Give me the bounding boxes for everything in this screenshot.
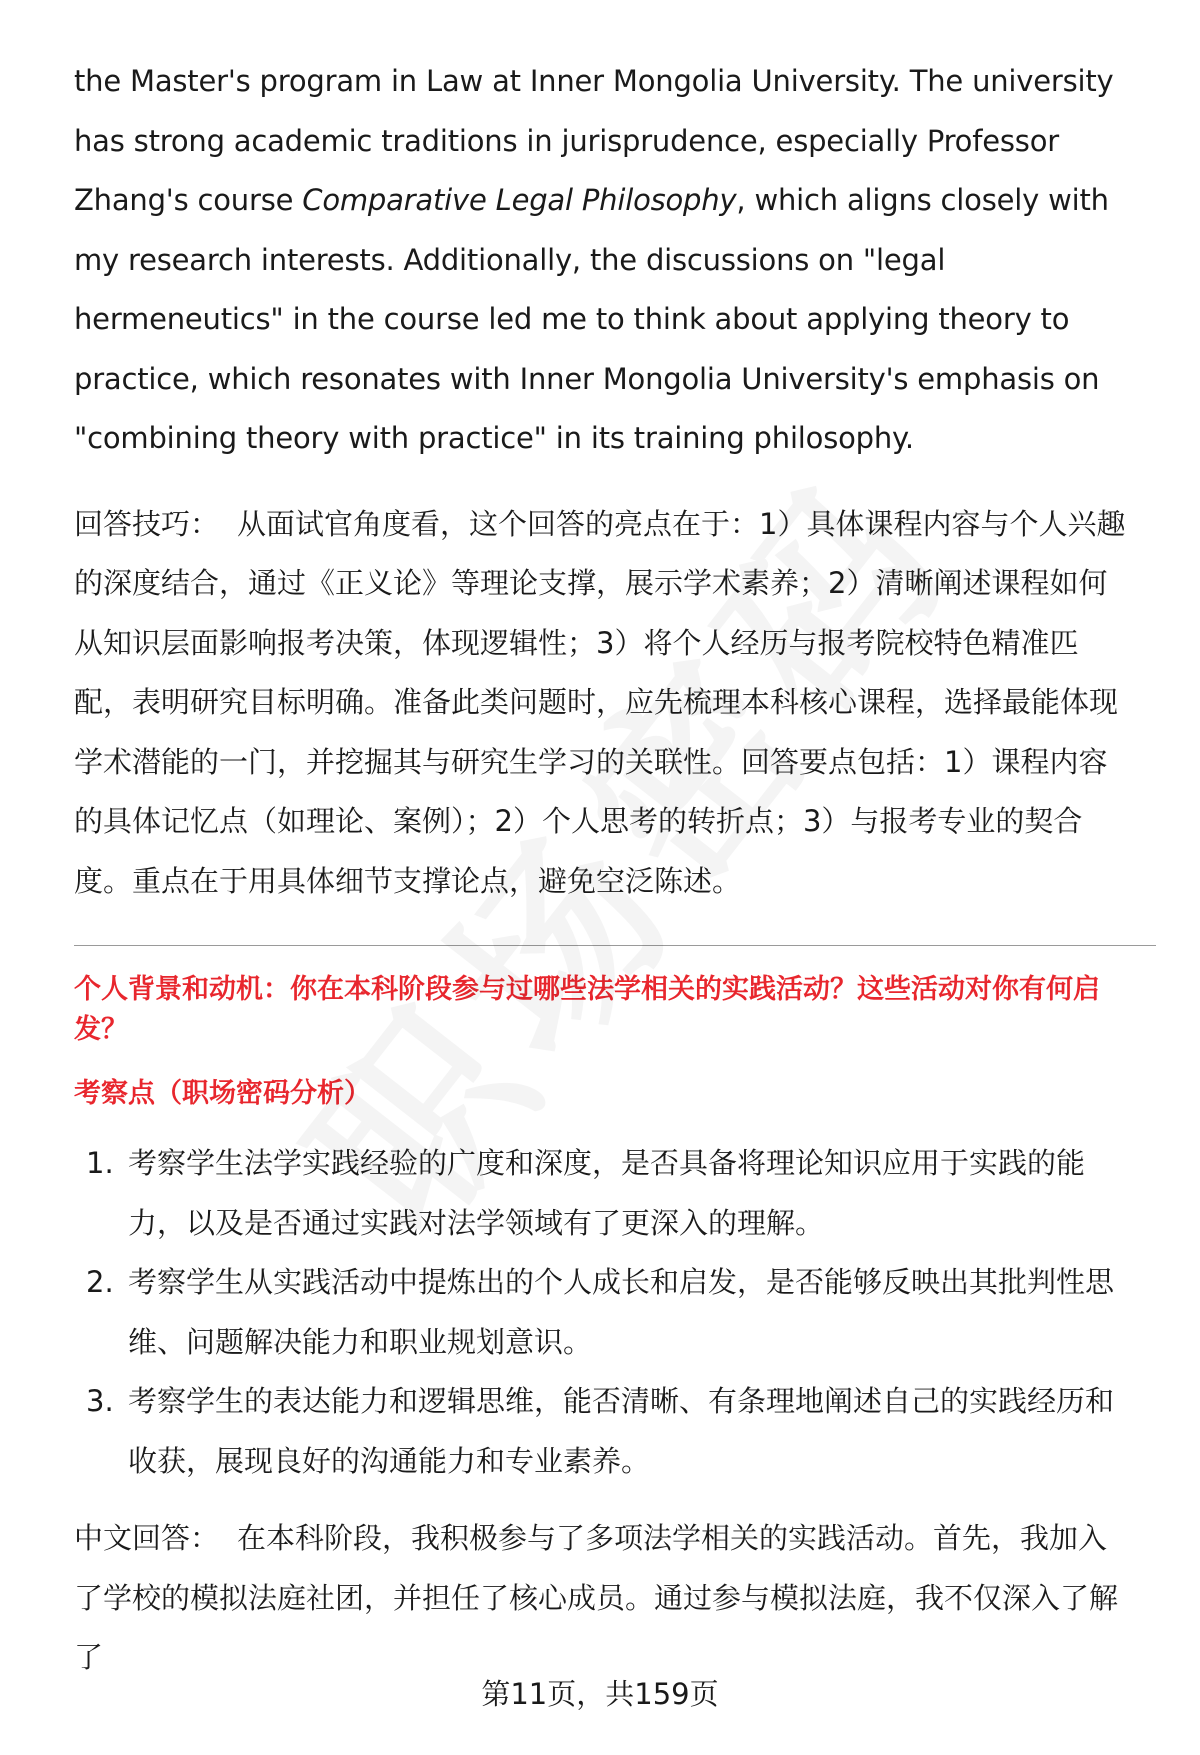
list-item-number: 2. bbox=[86, 1265, 114, 1299]
list-item bbox=[74, 1134, 1126, 1253]
english-text-end: , which aligns closely with my research interests. Additionally, the discussions on "legal hermeneutics" in the course led me to think about applying theory to practice, which resonates with Inner Mongolia University's emphasis on "combining theory with practice" in its training philosophy. bbox=[74, 183, 1109, 455]
chinese-answer-text: 在本科阶段，我积极参与了多项法学相关的实践活动。首先，我加入了学校的模拟法庭社团，并担任了核心成员。通过参与模拟法庭，我不仅深入了解了 bbox=[74, 1521, 1119, 1674]
chinese-answer-label: 中文回答： bbox=[74, 1521, 220, 1555]
english-answer-paragraph bbox=[74, 52, 1126, 469]
section-divider bbox=[74, 945, 1156, 946]
answer-tips-text: 从面试官角度看，这个回答的亮点在于：1）具体课程内容与个人兴趣的深度结合，通过《正义论》等理论支撑，展示学术素养；2）清晰阐述课程如何从知识层面影响报考决策，体现逻辑性；3）将个人经历与报考院校特色精准匹配，表明研究目标明确。准备此类问题时，应先梳理本科核心课程，选择最能体现学术潜能的一门，并挖掘其与研究生学习的关联性。回答要点包括：1）课程内容的具体记忆点（如理论、案例）；2）个人思考的转折点；3）与报考专业的契合度。重点在于用具体细节支撑论点，避免空泛陈述。 bbox=[74, 506, 1126, 898]
english-text-start: the Master's program in Law at Inner Mongolia University. The university has strong academic traditions in jurisprudence, especially Professor Zhang's course bbox=[74, 64, 1114, 217]
page-number-footer: 第11页，共159页 bbox=[481, 1677, 719, 1711]
list-item-text: 考察学生的表达能力和逻辑思维，能否清晰、有条理地阐述自己的实践经历和收获，展现良好的沟通能力和专业素养。 bbox=[128, 1384, 1115, 1478]
answer-tips-paragraph bbox=[74, 495, 1126, 912]
chinese-answer-paragraph bbox=[74, 1509, 1126, 1688]
question-heading: 个人背景和动机：你在本科阶段参与过哪些法学相关的实践活动？这些活动对你有何启发？ bbox=[74, 974, 1100, 1045]
assessment-points-list bbox=[74, 1134, 1126, 1491]
answer-tips-label: 回答技巧： bbox=[74, 506, 220, 541]
assessment-points-heading: 考察点（职场密码分析） bbox=[74, 1078, 371, 1109]
list-item bbox=[74, 1372, 1126, 1491]
list-item bbox=[74, 1253, 1126, 1372]
list-item-text: 考察学生从实践活动中提炼出的个人成长和启发，是否能够反映出其批判性思维、问题解决能力和职业规划意识。 bbox=[128, 1265, 1115, 1359]
course-title-italic: Comparative Legal Philosophy bbox=[302, 183, 737, 217]
list-item-number: 1. bbox=[86, 1146, 114, 1180]
list-item-text: 考察学生法学实践经验的广度和深度，是否具备将理论知识应用于实践的能力，以及是否通过实践对法学领域有了更深入的理解。 bbox=[128, 1146, 1086, 1240]
list-item-number: 3. bbox=[86, 1384, 114, 1418]
